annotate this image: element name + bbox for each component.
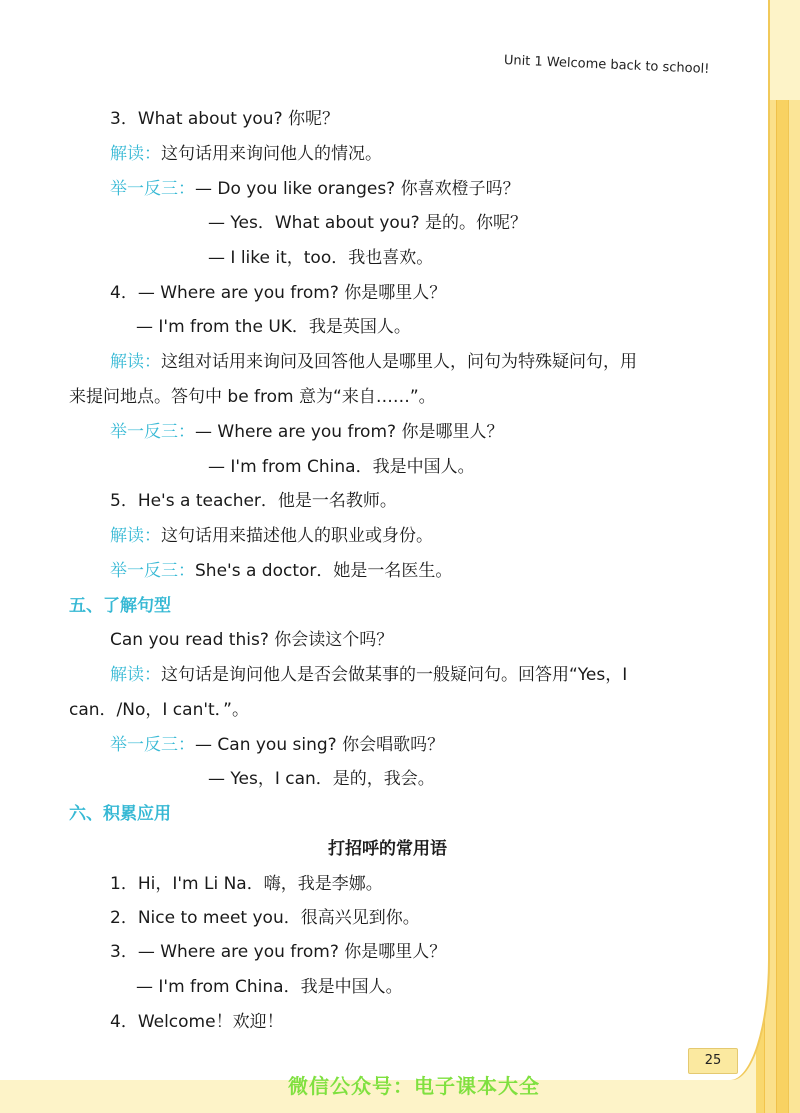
jy-label: 举一反三： [110, 179, 195, 199]
greeting-1: 1．Hi，I'm Li Na．嗨，我是李娜。 [110, 874, 383, 894]
item-3-example-line: — I like it，too．我也喜欢。 [208, 248, 434, 268]
jiedu-label: 解读： [110, 526, 161, 546]
example-text: She's a doctor．她是一名医生。 [195, 561, 453, 581]
section-5-example [110, 733, 444, 757]
item-4-note-cont: 来提问地点。答句中 be from 意为“来自……”。 [69, 387, 436, 407]
section-5-note [110, 663, 627, 687]
page-number: 25 [688, 1048, 738, 1074]
note-text: 这句话是询问他人是否会做某事的一般疑问句。回答用“Yes，I [161, 665, 628, 685]
item-4-line: — I'm from the UK．我是英国人。 [136, 317, 411, 337]
jy-label: 举一反三： [110, 561, 195, 581]
item-4-note [110, 350, 637, 374]
unit-header: Unit 1 Welcome back to school! [503, 53, 710, 77]
example-text: — Do you like oranges? 你喜欢橙子吗？ [195, 179, 520, 199]
greeting-3-reply: — I'm from China．我是中国人。 [136, 977, 403, 997]
section-5-note-cont: can．/No，I can't．”。 [69, 700, 249, 720]
item-4-title: 4．— Where are you from? 你是哪里人？ [110, 283, 447, 303]
page-edge [788, 100, 800, 1113]
jiedu-label: 解读： [110, 665, 161, 685]
item-5-note [110, 524, 433, 548]
item-5-title: 5．He's a teacher．他是一名教师。 [110, 491, 397, 511]
footer-watermark: 微信公众号：电子课本大全 [288, 1074, 540, 1098]
greeting-4: 4．Welcome！欢迎！ [110, 1012, 284, 1032]
jy-label: 举一反三： [110, 735, 195, 755]
item-3-example [110, 177, 520, 201]
jiedu-label: 解读： [110, 352, 161, 372]
section-6-title: 打招呼的常用语 [328, 839, 447, 859]
item-3-note [110, 142, 382, 166]
greeting-2: 2．Nice to meet you．很高兴见到你。 [110, 908, 420, 928]
note-text: 这句话用来描述他人的职业或身份。 [161, 526, 433, 546]
section-5-example-line: — Yes，I can．是的，我会。 [208, 769, 435, 789]
item-4-example [110, 420, 503, 444]
note-text: 这句话用来询问他人的情况。 [161, 144, 382, 164]
item-5-example [110, 559, 452, 583]
jiedu-label: 解读： [110, 144, 161, 164]
greeting-3: 3．— Where are you from? 你是哪里人？ [110, 942, 447, 962]
note-text: 这组对话用来询问及回答他人是哪里人，问句为特殊疑问句，用 [161, 352, 637, 372]
item-3-example-line: — Yes．What about you? 是的。你呢？ [208, 213, 528, 233]
section-5-heading: 五、了解句型 [69, 596, 171, 616]
section-5-sentence: Can you read this? 你会读这个吗？ [110, 630, 394, 650]
item-4-example-line: — I'm from China．我是中国人。 [208, 457, 475, 477]
example-text: — Can you sing? 你会唱歌吗？ [195, 735, 445, 755]
item-3-title: 3．What about you? 你呢？ [110, 109, 340, 129]
example-text: — Where are you from? 你是哪里人？ [195, 422, 504, 442]
section-6-heading: 六、积累应用 [69, 804, 171, 824]
jy-label: 举一反三： [110, 422, 195, 442]
